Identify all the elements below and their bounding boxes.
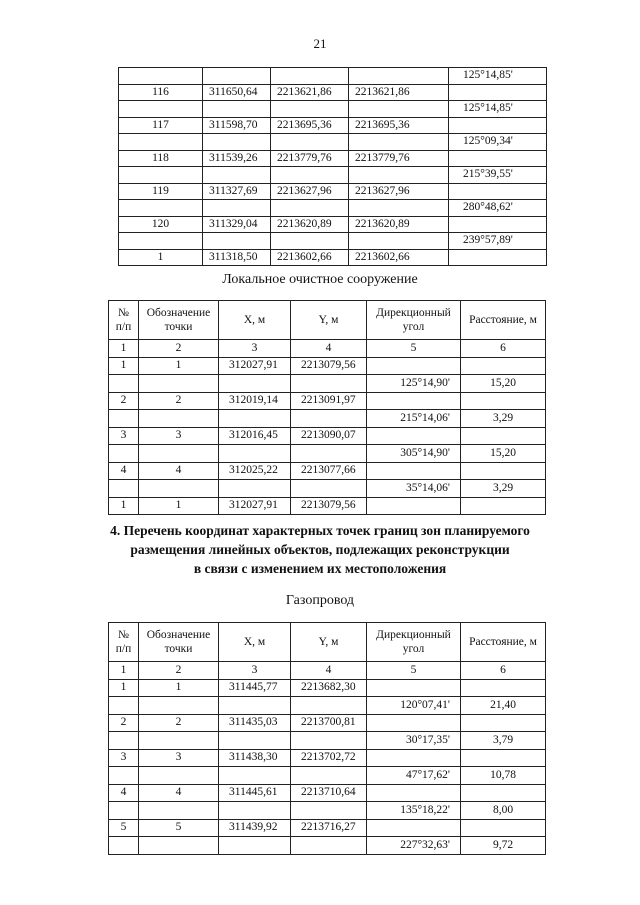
point-label-cell: 3 xyxy=(139,749,219,767)
distance-cell xyxy=(461,679,546,697)
y-coordinate-cell xyxy=(271,167,349,184)
x-coordinate-cell xyxy=(219,837,291,855)
y-coordinate-cell xyxy=(271,101,349,118)
table-row xyxy=(109,497,546,515)
table-row xyxy=(119,200,547,217)
y-coordinate-cell: 2213079,56 xyxy=(291,357,367,375)
header-distance: Расстояние, м xyxy=(461,301,546,340)
y-coordinate-cell xyxy=(349,167,449,184)
y-coordinate-cell: 2213620,89 xyxy=(349,216,449,233)
distance-cell: 3,29 xyxy=(461,410,546,428)
column-number: 6 xyxy=(461,662,546,680)
y-coordinate-cell xyxy=(271,233,349,250)
table-row xyxy=(119,134,547,151)
x-coordinate-cell: 312027,91 xyxy=(219,497,291,515)
table-row xyxy=(119,150,547,167)
direction-angle-cell xyxy=(367,819,461,837)
column-number: 1 xyxy=(109,662,139,680)
y-coordinate-cell: 2213079,56 xyxy=(291,497,367,515)
x-coordinate-cell: 312027,91 xyxy=(219,357,291,375)
x-coordinate-cell: 311329,04 xyxy=(203,216,271,233)
x-coordinate-cell: 311438,30 xyxy=(219,749,291,767)
header-distance: Расстояние, м xyxy=(461,623,546,662)
y-coordinate-cell xyxy=(291,445,367,463)
y-coordinate-cell: 2213621,86 xyxy=(271,84,349,101)
row-number-cell: 1 xyxy=(109,679,139,697)
direction-angle-cell xyxy=(449,183,547,200)
x-coordinate-cell: 311650,64 xyxy=(203,84,271,101)
direction-angle-cell xyxy=(449,84,547,101)
column-number: 3 xyxy=(219,340,291,358)
table-row xyxy=(119,84,547,101)
x-coordinate-cell: 311445,77 xyxy=(219,679,291,697)
row-number-cell: 4 xyxy=(109,462,139,480)
x-coordinate-cell xyxy=(219,697,291,715)
column-number: 6 xyxy=(461,340,546,358)
x-coordinate-cell: 311598,70 xyxy=(203,117,271,134)
table-row xyxy=(109,375,546,393)
y-coordinate-cell: 2213091,97 xyxy=(291,392,367,410)
direction-angle-cell xyxy=(449,249,547,266)
y-coordinate-cell xyxy=(349,68,449,85)
point-label-cell xyxy=(139,375,219,393)
row-number-cell: 3 xyxy=(109,427,139,445)
y-coordinate-cell: 2213090,07 xyxy=(291,427,367,445)
row-number-cell: 5 xyxy=(109,819,139,837)
point-number-cell xyxy=(119,167,203,184)
row-number-cell xyxy=(109,767,139,785)
local-facility-heading: Локальное очистное сооружение xyxy=(222,272,418,287)
y-coordinate-cell xyxy=(271,68,349,85)
direction-angle-cell: 215°39,55' xyxy=(449,167,547,184)
header-point: Обозначение точки xyxy=(139,301,219,340)
distance-cell: 3,79 xyxy=(461,732,546,750)
y-coordinate-cell: 2213627,96 xyxy=(271,183,349,200)
header-x: X, м xyxy=(219,623,291,662)
y-coordinate-cell: 2213620,89 xyxy=(271,216,349,233)
point-number-cell: 118 xyxy=(119,150,203,167)
distance-cell: 10,78 xyxy=(461,767,546,785)
local-facility-table xyxy=(108,300,546,515)
row-number-cell xyxy=(109,732,139,750)
distance-cell: 8,00 xyxy=(461,802,546,820)
point-label-cell xyxy=(139,802,219,820)
direction-angle-cell: 280°48,62' xyxy=(449,200,547,217)
direction-angle-cell xyxy=(367,784,461,802)
direction-angle-cell: 305°14,90' xyxy=(367,445,461,463)
direction-angle-cell xyxy=(449,117,547,134)
y-coordinate-cell xyxy=(291,480,367,498)
table-row xyxy=(109,480,546,498)
y-coordinate-cell xyxy=(291,732,367,750)
point-number-cell: 119 xyxy=(119,183,203,200)
direction-angle-cell xyxy=(367,392,461,410)
x-coordinate-cell: 311435,03 xyxy=(219,714,291,732)
y-coordinate-cell xyxy=(349,233,449,250)
point-label-cell xyxy=(139,445,219,463)
table-row xyxy=(109,427,546,445)
x-coordinate-cell xyxy=(219,767,291,785)
table-row xyxy=(109,784,546,802)
point-number-cell: 120 xyxy=(119,216,203,233)
point-label-cell: 1 xyxy=(139,497,219,515)
distance-cell: 3,29 xyxy=(461,480,546,498)
point-label-cell xyxy=(139,837,219,855)
point-number-cell: 1 xyxy=(119,249,203,266)
x-coordinate-cell: 312019,14 xyxy=(219,392,291,410)
row-number-cell: 2 xyxy=(109,714,139,732)
distance-cell xyxy=(461,819,546,837)
point-label-cell: 3 xyxy=(139,427,219,445)
table-row xyxy=(109,462,546,480)
direction-angle-cell: 47°17,62' xyxy=(367,767,461,785)
distance-cell xyxy=(461,497,546,515)
table-row xyxy=(109,679,546,697)
y-coordinate-cell xyxy=(349,134,449,151)
point-number-cell xyxy=(119,200,203,217)
direction-angle-cell: 125°14,85' xyxy=(449,68,547,85)
direction-angle-cell: 135°18,22' xyxy=(367,802,461,820)
direction-angle-cell xyxy=(367,427,461,445)
header-y: Y, м xyxy=(291,623,367,662)
x-coordinate-cell: 312016,45 xyxy=(219,427,291,445)
table-row xyxy=(119,249,547,266)
column-number: 2 xyxy=(139,662,219,680)
header-direction: Дирекционный угол xyxy=(367,623,461,662)
row-number-cell: 1 xyxy=(109,497,139,515)
table-row xyxy=(109,392,546,410)
point-label-cell xyxy=(139,732,219,750)
gas-pipeline-table xyxy=(108,622,546,855)
y-coordinate-cell xyxy=(271,134,349,151)
direction-angle-cell xyxy=(367,714,461,732)
column-number: 4 xyxy=(291,340,367,358)
row-number-cell: 4 xyxy=(109,784,139,802)
x-coordinate-cell: 311539,26 xyxy=(203,150,271,167)
point-label-cell xyxy=(139,480,219,498)
point-label-cell xyxy=(139,410,219,428)
point-label-cell: 2 xyxy=(139,392,219,410)
distance-cell xyxy=(461,749,546,767)
x-coordinate-cell xyxy=(203,167,271,184)
table-row xyxy=(109,837,546,855)
x-coordinate-cell xyxy=(203,200,271,217)
row-number-cell xyxy=(109,375,139,393)
point-label-cell: 2 xyxy=(139,714,219,732)
direction-angle-cell: 35°14,06' xyxy=(367,480,461,498)
x-coordinate-cell xyxy=(219,375,291,393)
y-coordinate-cell: 2213700,81 xyxy=(291,714,367,732)
y-coordinate-cell: 2213779,76 xyxy=(349,150,449,167)
direction-angle-cell xyxy=(367,462,461,480)
x-coordinate-cell xyxy=(203,101,271,118)
table-row xyxy=(109,445,546,463)
y-coordinate-cell xyxy=(291,767,367,785)
y-coordinate-cell xyxy=(349,101,449,118)
y-coordinate-cell: 2213716,27 xyxy=(291,819,367,837)
direction-angle-cell: 120°07,41' xyxy=(367,697,461,715)
point-label-cell: 4 xyxy=(139,784,219,802)
table-row xyxy=(119,101,547,118)
gas-pipeline-heading: Газопровод xyxy=(285,593,355,608)
y-coordinate-cell: 2213602,66 xyxy=(349,249,449,266)
x-coordinate-cell xyxy=(219,732,291,750)
x-coordinate-cell: 311318,50 xyxy=(203,249,271,266)
row-number-cell: 1 xyxy=(109,357,139,375)
table-row xyxy=(119,167,547,184)
y-coordinate-cell: 2213702,72 xyxy=(291,749,367,767)
direction-angle-cell xyxy=(367,679,461,697)
direction-angle-cell: 215°14,06' xyxy=(367,410,461,428)
x-coordinate-cell: 311445,61 xyxy=(219,784,291,802)
y-coordinate-cell xyxy=(271,200,349,217)
row-number-cell xyxy=(109,802,139,820)
row-number-cell xyxy=(109,410,139,428)
point-label-cell: 1 xyxy=(139,679,219,697)
point-label-cell: 5 xyxy=(139,819,219,837)
distance-cell xyxy=(461,784,546,802)
direction-angle-cell xyxy=(449,216,547,233)
table-row xyxy=(109,767,546,785)
column-number: 3 xyxy=(219,662,291,680)
row-number-cell xyxy=(109,480,139,498)
column-number: 4 xyxy=(291,662,367,680)
header-x: X, м xyxy=(219,301,291,340)
y-coordinate-cell xyxy=(291,802,367,820)
table-row xyxy=(109,802,546,820)
row-number-cell: 2 xyxy=(109,392,139,410)
point-number-cell xyxy=(119,233,203,250)
x-coordinate-cell xyxy=(203,233,271,250)
y-coordinate-cell xyxy=(291,375,367,393)
point-number-cell xyxy=(119,68,203,85)
table-row xyxy=(119,216,547,233)
distance-cell xyxy=(461,462,546,480)
top-coordinates-table xyxy=(118,67,547,266)
point-label-cell: 4 xyxy=(139,462,219,480)
section-4-title-line: 4. Перечень координат характерных точек границ зон планируемого xyxy=(110,523,530,538)
direction-angle-cell: 227°32,63' xyxy=(367,837,461,855)
distance-cell: 15,20 xyxy=(461,445,546,463)
column-number: 1 xyxy=(109,340,139,358)
distance-cell xyxy=(461,392,546,410)
y-coordinate-cell: 2213602,66 xyxy=(271,249,349,266)
x-coordinate-cell xyxy=(203,134,271,151)
x-coordinate-cell xyxy=(219,445,291,463)
x-coordinate-cell xyxy=(219,480,291,498)
direction-angle-cell: 125°14,85' xyxy=(449,101,547,118)
x-coordinate-cell xyxy=(219,802,291,820)
y-coordinate-cell xyxy=(291,837,367,855)
direction-angle-cell: 125°09,34' xyxy=(449,134,547,151)
table-row xyxy=(109,732,546,750)
x-coordinate-cell xyxy=(203,68,271,85)
y-coordinate-cell: 2213695,36 xyxy=(349,117,449,134)
section-4-title-line: в связи с изменением их местоположения xyxy=(193,561,447,576)
point-number-cell xyxy=(119,101,203,118)
direction-angle-cell xyxy=(367,749,461,767)
table-row xyxy=(119,233,547,250)
direction-angle-cell: 125°14,90' xyxy=(367,375,461,393)
y-coordinate-cell: 2213695,36 xyxy=(271,117,349,134)
y-coordinate-cell: 2213077,66 xyxy=(291,462,367,480)
section-4-title-line: размещения линейных объектов, подлежащих реконструкции xyxy=(130,542,510,557)
y-coordinate-cell: 2213621,86 xyxy=(349,84,449,101)
header-number: № п/п xyxy=(109,301,139,340)
section-4-title xyxy=(0,521,640,578)
point-label-cell xyxy=(139,697,219,715)
table-row xyxy=(109,749,546,767)
point-number-cell xyxy=(119,134,203,151)
table-row xyxy=(109,819,546,837)
table-row xyxy=(119,117,547,134)
point-number-cell: 117 xyxy=(119,117,203,134)
point-label-cell: 1 xyxy=(139,357,219,375)
row-number-cell xyxy=(109,837,139,855)
x-coordinate-cell: 312025,22 xyxy=(219,462,291,480)
table-row xyxy=(119,68,547,85)
column-number: 2 xyxy=(139,340,219,358)
y-coordinate-cell xyxy=(349,200,449,217)
row-number-cell xyxy=(109,697,139,715)
page-number: 21 xyxy=(313,36,327,51)
x-coordinate-cell: 311439,92 xyxy=(219,819,291,837)
header-point: Обозначение точки xyxy=(139,623,219,662)
distance-cell: 15,20 xyxy=(461,375,546,393)
table-row xyxy=(119,183,547,200)
table-row xyxy=(109,697,546,715)
table-row xyxy=(109,357,546,375)
header-y: Y, м xyxy=(291,301,367,340)
y-coordinate-cell: 2213627,96 xyxy=(349,183,449,200)
direction-angle-cell xyxy=(367,497,461,515)
point-label-cell xyxy=(139,767,219,785)
column-number: 5 xyxy=(367,340,461,358)
direction-angle-cell xyxy=(367,357,461,375)
row-number-cell xyxy=(109,445,139,463)
table-row xyxy=(109,714,546,732)
x-coordinate-cell: 311327,69 xyxy=(203,183,271,200)
y-coordinate-cell: 2213710,64 xyxy=(291,784,367,802)
table-row xyxy=(109,410,546,428)
direction-angle-cell: 239°57,89' xyxy=(449,233,547,250)
x-coordinate-cell xyxy=(219,410,291,428)
distance-cell xyxy=(461,357,546,375)
column-number: 5 xyxy=(367,662,461,680)
direction-angle-cell xyxy=(449,150,547,167)
y-coordinate-cell: 2213682,30 xyxy=(291,679,367,697)
y-coordinate-cell xyxy=(291,697,367,715)
distance-cell xyxy=(461,714,546,732)
row-number-cell: 3 xyxy=(109,749,139,767)
distance-cell xyxy=(461,427,546,445)
point-number-cell: 116 xyxy=(119,84,203,101)
header-direction: Дирекционный угол xyxy=(367,301,461,340)
direction-angle-cell: 30°17,35' xyxy=(367,732,461,750)
header-number: № п/п xyxy=(109,623,139,662)
distance-cell: 9,72 xyxy=(461,837,546,855)
y-coordinate-cell xyxy=(291,410,367,428)
y-coordinate-cell: 2213779,76 xyxy=(271,150,349,167)
distance-cell: 21,40 xyxy=(461,697,546,715)
